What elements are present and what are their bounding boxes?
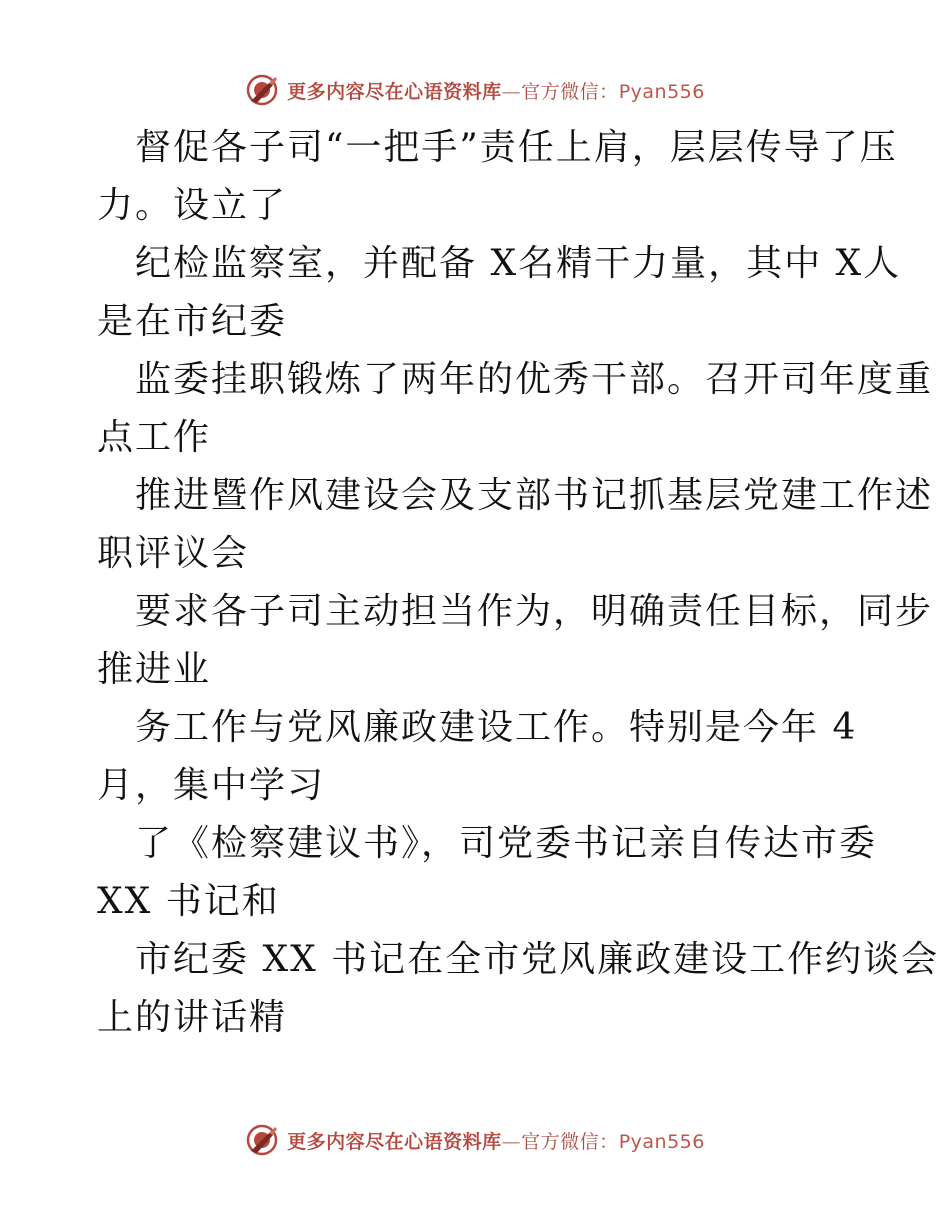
- watermark-main: 更多内容尽在心语资料库: [287, 80, 502, 103]
- footer-watermark: [0, 1120, 950, 1160]
- watermark-id: Pyan556: [618, 80, 705, 103]
- watermark-id: Pyan556: [618, 1130, 705, 1153]
- pen-logo-icon: [245, 73, 279, 107]
- text-line: 月，集中学习: [97, 765, 326, 806]
- text-line: 市纪委 XX 书记在全市党风廉政建设工作约谈会: [135, 939, 940, 980]
- watermark-separator: —: [501, 80, 522, 103]
- watermark-official: 官方微信：: [521, 1130, 619, 1153]
- text-line: 要求各子司主动担当作为，明确责任目标，同步: [135, 591, 934, 632]
- watermark-official: 官方微信：: [521, 80, 619, 103]
- pen-logo-icon: [245, 1123, 279, 1157]
- watermark-text: [287, 1127, 705, 1154]
- text-line: 是在市纪委: [97, 301, 288, 342]
- watermark-separator: —: [501, 1130, 522, 1153]
- text-line: XX 书记和: [97, 881, 280, 922]
- text-line: 上的讲话精: [97, 997, 288, 1038]
- text-line: 推进暨作风建设会及支部书记抓基层党建工作述: [135, 475, 934, 516]
- text-line: 推进业: [97, 649, 212, 690]
- text-line: 职评议会: [97, 533, 250, 574]
- watermark-text: [287, 77, 705, 104]
- text-line: 点工作: [97, 417, 212, 458]
- text-line: 监委挂职锻炼了两年的优秀干部。召开司年度重: [135, 359, 934, 400]
- text-line: 督促各子司“一把手”责任上肩，层层传导了压: [135, 127, 898, 168]
- text-line: 了《检察建议书》，司党委书记亲自传达市委: [135, 823, 878, 864]
- watermark-main: 更多内容尽在心语资料库: [287, 1130, 502, 1153]
- text-line: 力。设立了: [97, 185, 288, 226]
- header-watermark: [0, 70, 950, 110]
- text-line: 纪检监察室，并配备 X名精干力量，其中 X人: [135, 243, 902, 284]
- text-line: 务工作与党风廉政建设工作。特别是今年 4: [135, 707, 858, 748]
